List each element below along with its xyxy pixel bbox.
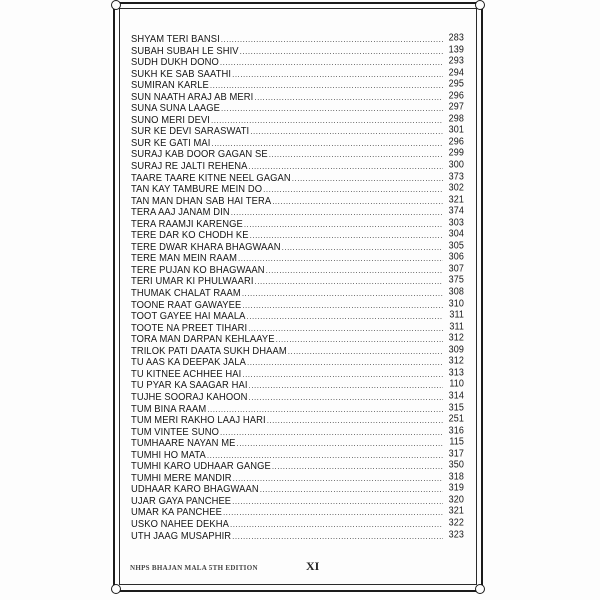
entry-title: SURAJ RE JALTI REHENA <box>131 159 248 171</box>
entry-page-number: 311 <box>449 309 464 321</box>
corner-ornament-top-right <box>475 0 485 10</box>
entry-title: TAN KAY TAMBURE MEIN DO <box>131 182 263 195</box>
index-entry <box>131 228 464 240</box>
entry-page-number: 296 <box>448 89 464 101</box>
entry-page-number: 299 <box>448 147 464 159</box>
entry-page-number: 301 <box>448 124 464 136</box>
index-entry <box>131 78 464 90</box>
entry-title: USKO NAHEE DEKHA <box>131 517 229 529</box>
entry-page-number: 317 <box>448 447 464 459</box>
corner-ornament-bottom-left <box>111 584 121 594</box>
index-entry <box>131 459 464 471</box>
entry-page-number: 321 <box>448 193 464 205</box>
entry-page-number: 312 <box>448 355 464 367</box>
index-entry <box>131 309 464 321</box>
entry-page-number: 297 <box>448 101 464 113</box>
index-entry <box>131 124 464 136</box>
dot-leader <box>249 161 443 172</box>
index-entry <box>131 182 464 194</box>
entry-title: TERE DAR KO CHODH KE <box>131 228 249 241</box>
dot-leader <box>230 519 443 530</box>
entry-title: TUMHI MERE MANDIR <box>131 470 232 483</box>
entry-page-number: 315 <box>448 401 464 413</box>
corner-ornament-top-left <box>111 0 121 10</box>
entry-title: TAARE TAARE KITNE NEEL GAGAN <box>131 170 291 183</box>
entry-page-number: 314 <box>448 390 464 401</box>
entry-page-number: 318 <box>448 470 464 482</box>
entry-page-number: 311 <box>449 320 464 332</box>
entry-title: TAN MAN DHAN SAB HAI TERA <box>131 193 272 206</box>
dot-leader <box>249 392 444 403</box>
index-entry <box>131 413 464 425</box>
page-footer <box>126 556 476 578</box>
dot-leader <box>267 415 443 426</box>
index-entry <box>131 205 464 217</box>
index-entry <box>131 159 464 171</box>
entry-page-number: 375 <box>448 274 464 286</box>
entry-title: TERE MAN MEIN RAAM <box>131 251 237 264</box>
entry-page-number: 110 <box>449 378 464 390</box>
entry-title: SUKH KE SAB SAATHI <box>131 66 232 79</box>
entry-page-number: 300 <box>448 159 464 170</box>
entry-title: TUMHAARE NAYAN ME <box>131 436 236 449</box>
entry-page-number: 307 <box>448 263 464 274</box>
entry-page-number: 251 <box>448 413 464 424</box>
index-entry <box>131 355 464 367</box>
dot-leader <box>221 34 443 45</box>
entry-page-number: 294 <box>448 66 464 78</box>
entry-title: SUBAH SUBAH LE SHIV <box>131 43 239 56</box>
edition-label: NHPS BHAJAN MALA 5TH EDITION <box>130 564 258 572</box>
entry-title: SUNO MERI DEVI <box>131 112 211 125</box>
entry-title: UMAR KA PANCHEE <box>131 505 222 518</box>
entry-title: TERI UMAR KI PHULWAARI <box>131 274 254 287</box>
entry-page-number: 316 <box>448 424 464 436</box>
entry-title: SUDH DUKH DONO <box>131 55 219 68</box>
entry-title: TRILOK PATI DAATA SUKH DHAAM <box>131 343 287 356</box>
song-index-list <box>131 33 464 541</box>
dot-leader <box>263 184 443 195</box>
index-entry <box>131 251 464 263</box>
entry-title: SURAJ KAB DOOR GAGAN SE <box>131 147 268 160</box>
index-entry <box>131 436 464 448</box>
entry-page-number: 303 <box>448 216 464 228</box>
entry-title: THUMAK CHALAT RAAM <box>131 286 241 298</box>
index-entry <box>131 101 464 113</box>
entry-title: SUMIRAN KARLE <box>131 78 209 91</box>
entry-page-number: 298 <box>448 112 464 124</box>
entry-title: SUR KE DEVI SARASWATI <box>131 124 250 137</box>
entry-title: SUR KE GATI MAI <box>131 135 211 148</box>
entry-page-number: 115 <box>449 436 464 448</box>
index-entry <box>131 529 464 541</box>
dot-leader <box>232 530 443 541</box>
entry-title: TU KITNEE ACHHEE HAI <box>131 366 242 379</box>
entry-title: TUMHI KARO UDHAAR GANGE <box>131 459 271 472</box>
entry-title: UTH JAAG MUSAPHIR <box>131 528 232 541</box>
entry-page-number: 313 <box>448 366 464 378</box>
entry-page-number: 308 <box>448 286 464 297</box>
entry-title: UDHAAR KARO BHAGWAAN <box>131 482 259 495</box>
entry-title: TERA AAJ JANAM DIN <box>131 205 230 218</box>
entry-page-number: 323 <box>448 528 464 540</box>
entry-page-number: 302 <box>448 182 464 193</box>
entry-page-number: 296 <box>448 135 464 147</box>
index-entry <box>131 55 464 67</box>
entry-page-number: 322 <box>448 517 464 528</box>
entry-title: TOOTE NA PREET TIHARI <box>131 320 248 333</box>
entry-page-number: 139 <box>448 43 464 55</box>
dot-leader <box>247 311 443 322</box>
entry-title: TUM VINTEE SUNO <box>131 424 219 437</box>
entry-title: TERE DWAR KHARA BHAGWAAN <box>131 239 281 252</box>
entry-page-number: 310 <box>448 297 464 309</box>
entry-title: TORA MAN DARPAN KEHLAAYE <box>131 332 275 345</box>
dot-leader <box>220 57 443 68</box>
page-folio: XI <box>306 559 320 573</box>
entry-title: TU PYAR KA SAAGAR HAI <box>131 378 248 391</box>
entry-page-number: 350 <box>448 459 464 471</box>
entry-page-number: 320 <box>448 493 464 505</box>
index-entry <box>131 482 464 494</box>
entry-title: SUN NAATH ARAJ AB MERI <box>131 89 254 102</box>
entry-title: TUM BINA RAAM <box>131 401 207 414</box>
entry-title: TUM MERI RAKHO LAAJ HARI <box>131 413 266 426</box>
index-entry <box>131 332 464 344</box>
entry-page-number: 283 <box>448 32 464 43</box>
entry-page-number: 304 <box>448 228 464 240</box>
entry-page-number: 295 <box>448 78 464 90</box>
entry-page-number: 306 <box>448 251 464 263</box>
entry-title: TU AAS KA DEEPAK JALA <box>131 355 246 368</box>
dot-leader <box>236 438 443 449</box>
entry-page-number: 321 <box>448 505 464 517</box>
entry-title: TUMHI HO MATA <box>131 447 206 460</box>
entry-page-number: 319 <box>448 482 464 494</box>
entry-title: TERE PUJAN KO BHAGWAAN <box>131 263 265 275</box>
entry-title: SUNA SUNA LAAGE <box>131 101 221 114</box>
entry-title: TOONE RAAT GAWAYEE <box>131 297 242 310</box>
entry-page-number: 309 <box>448 343 464 355</box>
entry-title: UJAR GAYA PANCHEE <box>131 493 232 506</box>
corner-ornament-bottom-right <box>475 584 485 594</box>
entry-title: TERA RAAMJI KARENGE <box>131 216 243 229</box>
entry-title: TOOT GAYEE HAI MAALA <box>131 309 246 322</box>
entry-title: SHYAM TERI BANSI <box>131 32 220 44</box>
index-entry <box>131 286 464 298</box>
entry-page-number: 373 <box>448 170 464 182</box>
entry-page-number: 293 <box>448 55 464 66</box>
index-entry <box>131 390 464 402</box>
index-entry <box>131 32 464 44</box>
dot-leader <box>242 288 443 299</box>
entry-title: TUJHE SOORAJ KAHOON <box>131 390 248 402</box>
entry-page-number: 312 <box>448 332 464 344</box>
entry-page-number: 305 <box>448 239 464 251</box>
entry-page-number: 374 <box>448 205 464 217</box>
index-entry <box>131 517 464 529</box>
